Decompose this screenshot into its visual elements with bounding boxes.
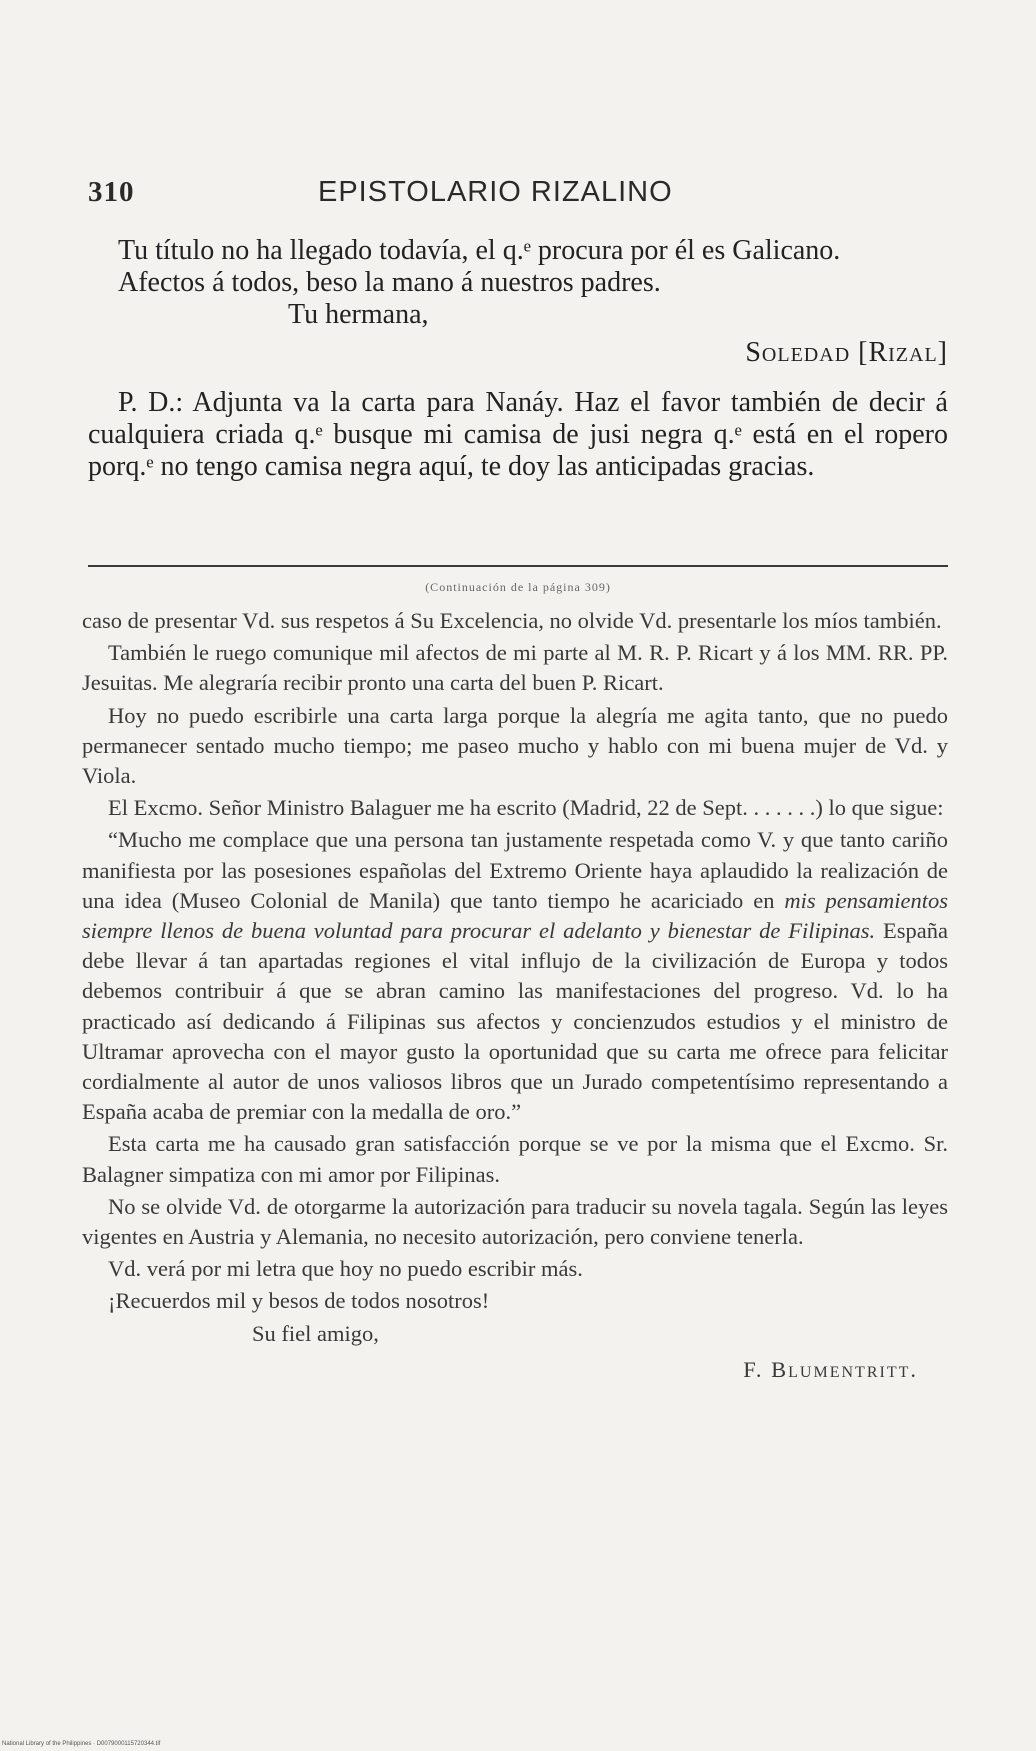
quoted-letter — [82, 825, 948, 1127]
body-paragraph: Esta carta me ha causado gran satisfacción porque se ve por la misma que el Excmo. Sr. Balagner simpatiza con mi amor por Filipinas. — [82, 1131, 948, 1187]
letter-postscript: P. D.: Adjunta va la carta para Nanáy. Haz el favor también de decir á cualquiera criada q.ᵉ busque mi camisa de jusi negra q.ᵉ está en el ropero porq.ᵉ no tengo camisa negra aquí, te doy las anticipadas gracias. — [88, 387, 948, 482]
body-paragraph: ¡Recuerdos mil y besos de todos nosotros! — [108, 1288, 490, 1314]
page-number: 310 — [88, 176, 135, 208]
footnote-letter-blumentritt — [82, 606, 948, 1387]
running-title: EPISTOLARIO RIZALINO — [318, 176, 673, 208]
body-signature: F. Blumentritt. — [743, 1356, 918, 1382]
letter-closing: Tu hermana, — [288, 299, 429, 330]
body-paragraph: No se olvide Vd. de otorgarme la autorización para traducir su novela tagala. Según las leyes vigentes en Austria y Alemania, no necesito autorización, pero conviene tenerla. — [82, 1193, 948, 1250]
body-paragraph: caso de presentar Vd. sus respetos á Su Excelencia, no olvide Vd. presentarle los míos también. — [82, 608, 942, 633]
body-paragraph: También le ruego comunique mil afectos de mi parte al M. R. P. Ricart y á los MM. RR. PP. Jesuitas. Me alegraría recibir pronto una carta del buen P. Ricart. — [82, 640, 948, 696]
letter-paragraph: Afectos á todos, beso la mano á nuestros padres. — [118, 267, 661, 298]
quote-italic-text: mis pensamientos siempre llenos de buena voluntad para procurar el adelanto y bienestar de Filipinas. — [82, 887, 949, 944]
section-divider — [88, 565, 948, 567]
letter-signature: Soledad [Rizal] — [745, 337, 948, 368]
scan-footer: National Library of the Philippines · D0079000115720344.tif — [2, 1741, 161, 1747]
letter-paragraph: Tu título no ha llegado todavía, el q.ᵉ procura por él es Galicano. — [118, 235, 841, 266]
page-header — [88, 176, 948, 216]
body-closing: Su fiel amigo, — [252, 1320, 379, 1346]
body-paragraph: Hoy no puedo escribirle una carta larga porque la alegría me agita tanto, que no puedo permanecer sentado mucho tiempo; me paseo mucho y hablo con mi buena mujer de Vd. y Viola. — [82, 702, 948, 789]
quote-text: España debe llevar á tan apartadas regiones el vital influjo de la civilización de Europa y todos debemos contribuir á que se abran camino las manifestaciones del progreso. Vd. lo ha practicado así dedicando á Filipinas sus afectos y concienzudos estudios y el ministro de Ultramar aprovecha con el mayor gusto la oportunidad que su carta me ofrece para felicitar cordialmente al autor de unos valiosos libros que un Jurado competentísimo representando a España acaba de premiar con la medalla de oro.” — [82, 918, 948, 1125]
letter-soledad — [88, 235, 948, 483]
body-paragraph: El Excmo. Señor Ministro Balaguer me ha escrito (Madrid, 22 de Sept. . . . . . .) lo que sigue: — [108, 795, 944, 821]
body-paragraph: Vd. verá por mi letra que hoy no puedo escribir más. — [108, 1256, 583, 1282]
continuation-note: (Continuación de la página 309) — [425, 580, 611, 594]
quote-text: “Mucho me complace que una persona tan justamente respetada como V. y que tanto cariño manifiesta por las posesiones españolas del Extremo Oriente haya aplaudido la realización de una idea (Museo Colonial de Manila) que tanto tiempo he acariciado en — [82, 827, 948, 913]
